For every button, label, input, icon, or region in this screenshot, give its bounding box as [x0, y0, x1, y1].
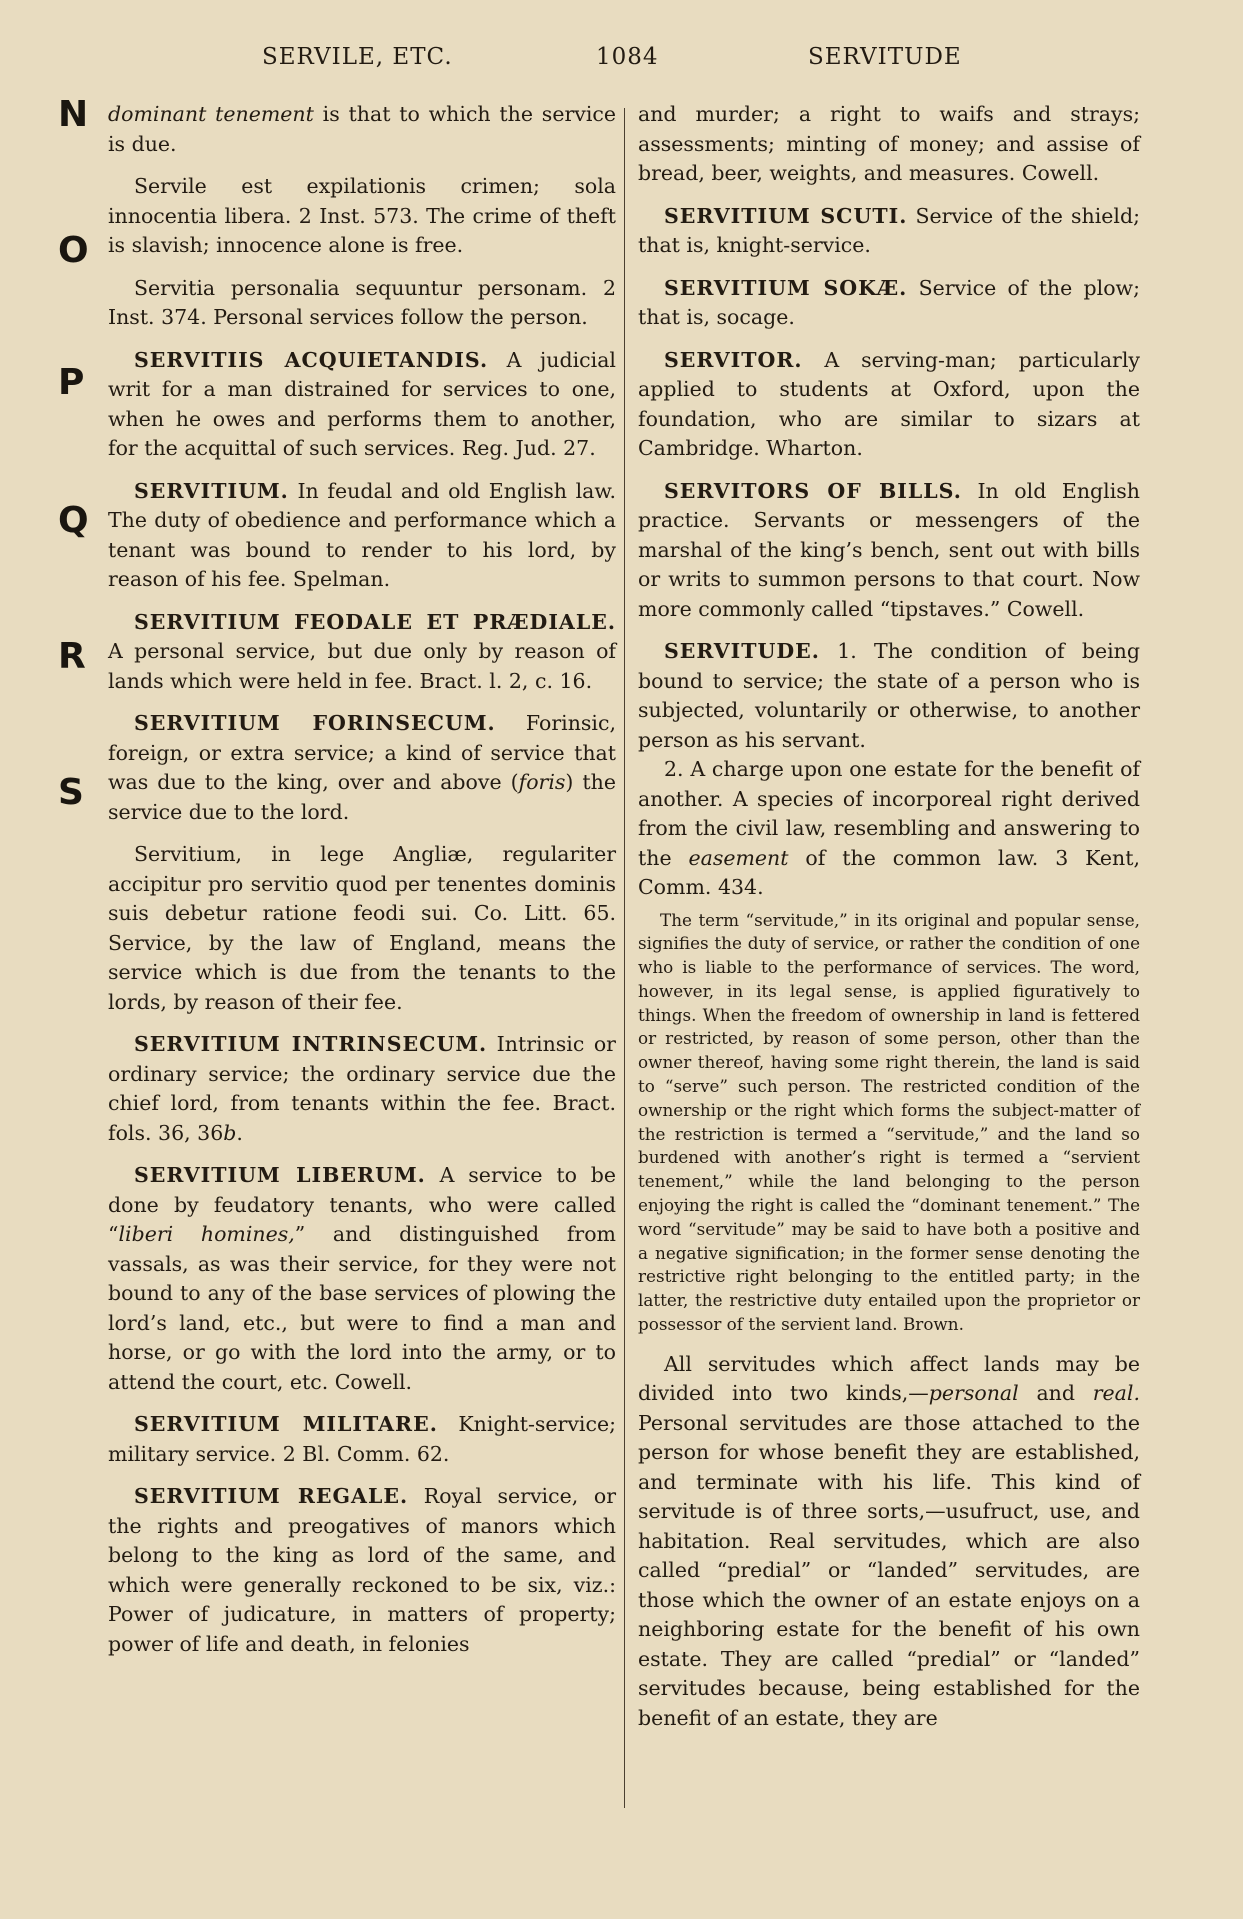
thumb-index-letter: N [58, 94, 89, 135]
headword: SERVITIUM. [134, 478, 289, 503]
dictionary-entry: SERVITORS OF BILLS. In old English practice. Servants or messengers of the marshal of the king’s bench, sent out with bills or writs to summon persons to that court. Now more commonly called “tipstaves.” Cowell. [638, 478, 1141, 621]
dictionary-entry: SERVITIUM SOKÆ. Service of the plow; that is, socage. [638, 275, 1140, 329]
thumb-index-letter: S [58, 772, 84, 813]
italic-term: dominant tenement [108, 102, 314, 126]
maxim-entry: Servile est expilationis crimen; sola innocentia libera. 2 Inst. 573. The crime of theft is slavish; innocence alone is free. [108, 174, 616, 257]
dictionary-entry: SERVITIUM INTRINSECUM. Intrinsic or ordinary service; the ordinary service due the chief lord, from tenants within the fee. Bract. fols. 36, 36b. [108, 1032, 616, 1145]
headword: SERVITIUM LIBERUM. [134, 1163, 426, 1187]
dictionary-entry: SERVITIUM SCUTI. Service of the shield; that is, knight-service. [638, 203, 1141, 257]
maxim-entry: Servitium, in lege Angliæ, regulariter accipitur pro servitio quod per tenentes dominis suis debetur ratione feodi sui. Co. Litt. 65. Service, by the law of England, means the service which is due from the tenants to the lords, by reason of their fee. [108, 842, 616, 1014]
thumb-index-letter: O [58, 230, 89, 271]
headword: SERVITOR. [664, 347, 803, 372]
left-column [108, 100, 616, 1672]
dictionary-entry: SERVITIIS ACQUIETANDIS. A judicial writ for a man distrained for services to one, when he owes and performs them to another, for the acquittal of such services. Reg. Jud. 27. [108, 347, 616, 460]
headword: SERVITORS OF BILLS. [664, 478, 962, 503]
body-paragraph: All servitudes which affect lands may be divided into two kinds,—personal and real. Personal servitudes are those attached to the person for whose benefit they are established, and terminate with his life. This kind of servitude is of three sorts,—usufruct, use, and habitation. Real servitudes, which are also called “predial” or “landed” servitudes, are those which the owner of an estate enjoys on a neighboring estate for the benefit of his own estate. They are called “predial” or “landed” servitudes because, being established for the benefit of an estate, they are [638, 1351, 1140, 1730]
running-header [0, 44, 1243, 84]
headword: SERVITUDE. [664, 639, 820, 663]
header-guide-word-left: SERVILE, ETC. [262, 44, 453, 70]
entry-continuation: and murder; a right to waifs and strays; assessments; minting of money; and assise of bread, beer, weights, and measures. Cowell. [638, 102, 1140, 185]
headword: SERVITIUM REGALE. [134, 1484, 409, 1508]
thumb-index-letter: P [58, 362, 85, 403]
dictionary-entry: SERVITOR. A serving-man; particularly applied to students at Oxford, upon the foundation, who are similar to sizars at Cambridge. Wharton. [638, 347, 1140, 460]
small-print-note: The term “servitude,” in its original and popular sense, signifies the duty of service, or rather the condition of one who is liable to the performance of services. The word, however, in its legal sense, is applied figuratively to things. When the freedom of ownership in land is fettered or restricted, by reason of some person, other than the owner thereof, having some right therein, the land is said to “serve” such person. The restricted condition of the ownership or the right which forms the subject-matter of the restriction is termed a “servitude,” and the land so burdened with another’s right is termed a “servient tenement,” while the land belonging to the person enjoying the right is called the “dominant tenement.” The word “servitude” may be said to have both a positive and a negative signification; in the former sense denoting the restrictive right belonging to the entitled party; in the latter, the restrictive duty entailed upon the proprietor or possessor of the servient land. Brown. [638, 909, 1140, 1335]
thumb-index-letter: R [58, 636, 86, 677]
right-column [638, 100, 1140, 1746]
definition-sense: 2. A charge upon one estate for the benefit of another. A species of incorporeal right derived from the civil law, resembling and answering to the easement of the common law. 3 Kent, Comm. 434. [638, 757, 1140, 899]
headword: SERVITIUM FORINSECUM. [134, 711, 496, 735]
page-number: 1084 [596, 44, 659, 70]
headword: SERVITIUM SOKÆ. [664, 275, 908, 300]
headword: SERVITIUM SCUTI. [664, 203, 908, 228]
headword: SERVITIUM MILITARE. [134, 1412, 438, 1436]
dictionary-entry: SERVITIUM REGALE. Royal service, or the rights and preogatives of manors which belong to the king as lord of the same, and which were generally reckoned to be six, viz.: Power of judicature, in matters of property; power of life and death, in felonies [108, 1484, 616, 1656]
dictionary-entry: SERVITIUM FORINSECUM. Forinsic, foreign, or extra service; a kind of service that was due to the king, over and above (foris) the service due to the lord. [108, 711, 617, 824]
dictionary-entry: SERVITIUM FEODALE ET PRÆDIALE. A personal service, but due only by reason of lands which were held in fee. Bract. l. 2, c. 16. [108, 609, 616, 693]
entry-continuation: dominant tenement is that to which the service is due. [108, 102, 617, 156]
dictionary-entry: SERVITUDE. 1. The condition of being bound to service; the state of a person who is subjected, voluntarily or otherwise, to another person as his servant. [638, 639, 1140, 752]
maxim-entry: Servitia personalia sequuntur personam. 2 Inst. 374. Personal services follow the person. [108, 275, 616, 329]
headword: SERVITIIS ACQUIETANDIS. [134, 347, 489, 372]
dictionary-entry: SERVITIUM. In feudal and old English law. The duty of obedience and performance which a tenant was bound to render to his lord, by reason of his fee. Spelman. [108, 478, 616, 591]
headword: SERVITIUM FEODALE ET PRÆDIALE. [134, 609, 616, 634]
dictionary-entry: SERVITIUM MILITARE. Knight-service; military service. 2 Bl. Comm. 62. [108, 1412, 616, 1466]
dictionary-entry: SERVITIUM LIBERUM. A service to be done by feudatory tenants, who were called “liberi homines,” and distinguished from vassals, as was their service, for they were not bound to any of the base services of plowing the lord’s land, etc., but were to find a man and horse, or go with the lord into the army, or to attend the court, etc. Cowell. [108, 1163, 616, 1394]
header-guide-word-right: SERVITUDE [808, 44, 962, 70]
column-divider [624, 108, 625, 1808]
headword: SERVITIUM INTRINSECUM. [134, 1032, 488, 1056]
thumb-index-letter: Q [58, 500, 89, 541]
